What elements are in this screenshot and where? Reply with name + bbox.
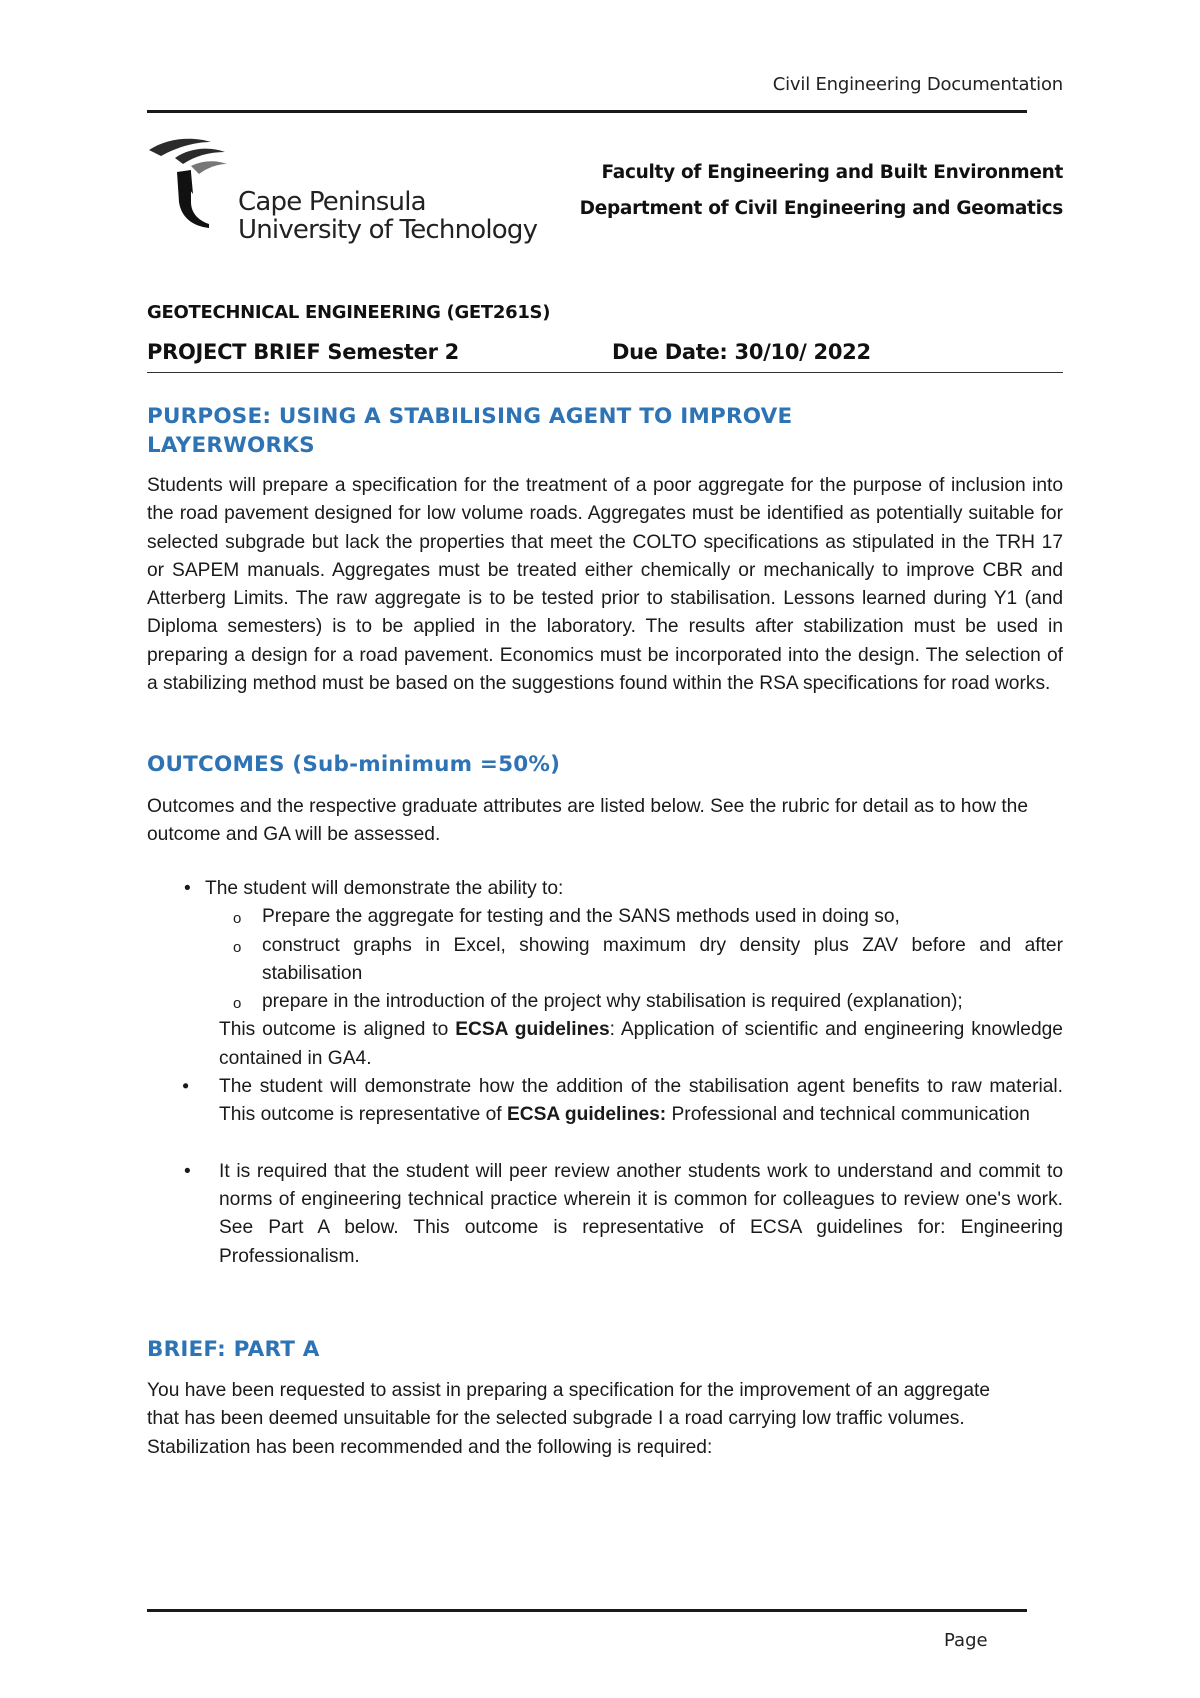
document-header-label: Civil Engineering Documentation [772, 74, 1063, 95]
purpose-heading-line2: LAYERWORKS [147, 433, 315, 458]
list-item [147, 1158, 1063, 1271]
faculty-name: Faculty of Engineering and Built Environment [601, 162, 1063, 183]
project-brief-label: PROJECT BRIEF Semester 2 [147, 340, 459, 364]
list-item [147, 1073, 1063, 1130]
bullet-icon: • [184, 1160, 191, 1182]
sub-list-item [147, 903, 1063, 931]
purpose-body: Students will prepare a specification for the treatment of a poor aggregate for the purpose of inclusion into the road pavement designed for low volume roads. Aggregates must be identified as potentially suitable for selected subgrade but lack the properties that meet the COLTO specifications as stipulated in the TRH 17 or SAPEM manuals. Aggregates must be treated either chemically or mechanically to improve CBR and Atterberg Limits. The raw aggregate is to be tested prior to stabilisation. Lessons learned during Y1 (and Diploma semesters) is to be applied in the laboratory. The results after stabilization must be used in preparing a design for a road pavement. Economics must be incorporated into the design. The selection of a stabilizing method must be based on the suggestions found within the RSA specifications for road works. [147, 475, 1063, 695]
institution-block [580, 155, 1063, 227]
sub-item-1: Prepare the aggregate for testing and the SANS methods used in doing so, [262, 906, 900, 928]
part-a-body: You have been requested to assist in preparing a specification for the improvement of an aggregate that has been deemed unsuitable for the selected subgrade I a road carrying low traffic volumes. Stabilization has been recommended and the following is required: [147, 1380, 991, 1458]
bullet2-text-post: Professional and technical communication [666, 1104, 1030, 1126]
outcomes-intro: Outcomes and the respective graduate attributes are listed below. See the rubric for detail as to how the outcome and GA will be assessed. [147, 796, 1028, 846]
bullet-icon: • [177, 1075, 195, 1098]
bullet1-alignment [147, 1016, 1063, 1073]
alignment-text-bold: ECSA guidelines [455, 1019, 610, 1041]
purpose-heading-line1: PURPOSE: USING A STABILISING AGENT TO IMPROVE [147, 404, 793, 429]
bullet3-text: It is required that the student will peer review another students work to understand and commit to norms of engineering technical practice wherein it is common for colleagues to review one's work. See Part A below. This outcome is representative of ECSA guidelines for: Engineering Professionalism. [219, 1160, 1063, 1267]
sub-bullet-icon: o [233, 938, 242, 956]
purpose-heading [147, 402, 792, 460]
bullet-icon: • [184, 878, 191, 899]
sub-list-item [147, 988, 1063, 1016]
bullet2-text-pre: The student will demonstrate how the addition of the stabilisation agent benefits to raw material. This outcome is representative of [219, 1076, 1063, 1126]
sub-item-3: prepare in the introduction of the project why stabilisation is required (explanation); [262, 991, 963, 1013]
page-label: Page [944, 1630, 988, 1651]
sub-bullet-icon: o [233, 910, 242, 928]
alignment-text-pre: This outcome is aligned to [219, 1019, 456, 1041]
university-name-line1: Cape Peninsula [238, 187, 426, 217]
alignment-text-post: : Application of scientific and engineering knowledge contained in GA4. [219, 1019, 1063, 1069]
sub-bullet-icon: o [233, 995, 242, 1013]
footer-rule [147, 1609, 1027, 1612]
department-name: Department of Civil Engineering and Geomatics [579, 198, 1063, 219]
brief-row [147, 340, 1063, 364]
list-item [147, 875, 1063, 903]
outcomes-heading: OUTCOMES (Sub-minimum =50%) [147, 752, 561, 777]
bullet2-text-bold: ECSA guidelines: [506, 1104, 667, 1126]
title-rule [147, 372, 1063, 373]
header-rule [147, 110, 1027, 113]
university-name [238, 188, 537, 244]
bullet1-lead: The student will demonstrate the ability to: [205, 878, 564, 899]
university-name-line2: University of Technology [238, 215, 538, 245]
sub-list-item [147, 932, 1063, 989]
course-title: GEOTECHNICAL ENGINEERING (GET261S) [147, 302, 551, 323]
sub-item-2: construct graphs in Excel, showing maximum dry density plus ZAV before and after stabilisation [262, 934, 1063, 984]
outcomes-list [147, 875, 1063, 1271]
part-a-heading: BRIEF: PART A [147, 1337, 320, 1362]
due-date: Due Date: 30/10/ 2022 [612, 340, 871, 364]
list-spacer [147, 1130, 1063, 1158]
